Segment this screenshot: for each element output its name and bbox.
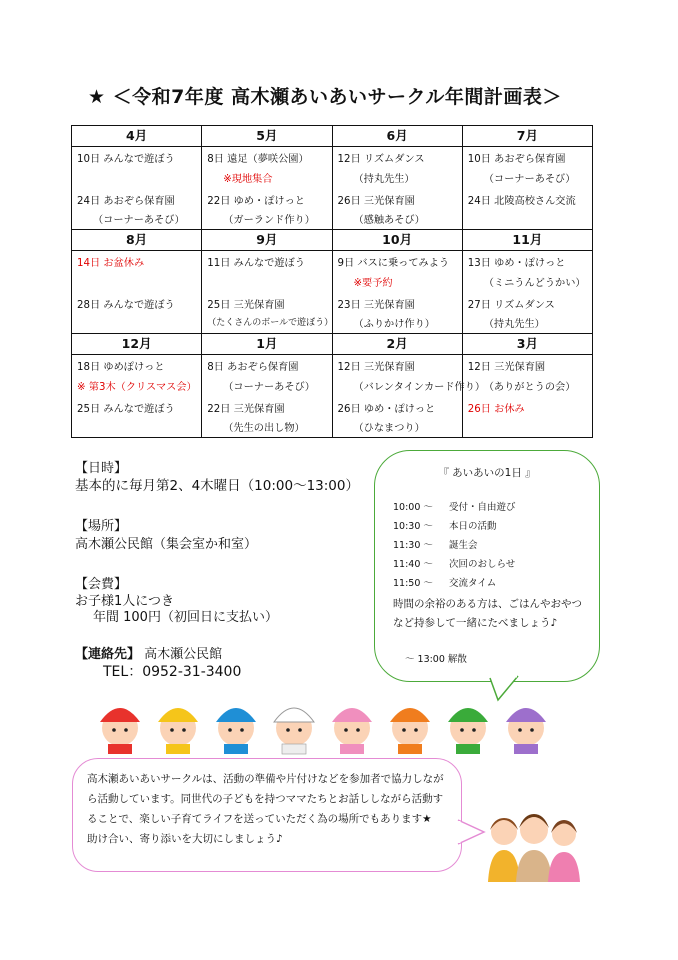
description-paragraph: [87, 769, 447, 849]
event-line: ※現地集合: [223, 174, 273, 185]
month-cell: [462, 251, 592, 334]
schedule-time: 10:30 ～: [393, 521, 433, 532]
month-header: 2月: [332, 334, 462, 355]
day-schedule-row: [393, 537, 478, 551]
event-line: （たくさんのボールで遊ぼう）: [207, 318, 334, 328]
schedule-time: 11:30 ～: [393, 540, 433, 551]
child-yellow-hat-icon: [158, 708, 198, 754]
event-line: 8日 遠足（夢咲公園）: [207, 154, 309, 165]
closing-text: 助け合い、寄り添いを大切にしましょう♪: [87, 833, 283, 845]
mothers-illustration: [486, 806, 582, 882]
event-line: 26日 三光保育園: [337, 196, 415, 207]
month-cell: [332, 355, 486, 438]
contact-tel: TEL：0952-31-3400: [103, 664, 242, 680]
child-blue-hat-icon: [216, 708, 256, 754]
child-white-hat-icon: [274, 708, 314, 754]
event-line: 27日 リズムダンス: [467, 300, 555, 311]
annual-schedule-table: [71, 125, 593, 438]
month-header: 7月: [462, 126, 592, 147]
schedule-activity: 受付・自由遊び: [449, 502, 516, 513]
event-line: 8日 あおぞら保育園: [207, 362, 299, 373]
event-line: （持丸先生）: [483, 319, 545, 330]
datetime-heading: 【日時】: [75, 461, 128, 476]
schedule-time: 10:00 ～: [393, 502, 433, 513]
day-schedule-row: [393, 575, 496, 589]
month-cell: [462, 147, 592, 230]
event-line: 26日 お休み: [467, 404, 525, 415]
month-cell: [332, 147, 462, 230]
child-red-hat-icon: [100, 708, 140, 754]
description-bubble: [72, 758, 462, 872]
event-line: 10日 みんなで遊ぼう: [77, 154, 175, 165]
contact-name: 高木瀬公民館: [144, 647, 223, 662]
event-line: 12日 三光保育園: [467, 362, 546, 373]
month-header: 10月: [332, 230, 462, 251]
child-purple-hat-icon: [506, 708, 546, 754]
month-cell: [202, 355, 332, 438]
event-line: ※ 第3木（クリスマス会）: [77, 382, 197, 393]
month-header: 6月: [332, 126, 462, 147]
event-line: 25日 三光保育園: [207, 300, 285, 311]
child-green-hat-icon: [448, 708, 488, 754]
month-header: 1月: [202, 334, 332, 355]
event-line: 24日 北陵高校さん交流: [467, 196, 576, 207]
contact-heading: 【連絡先】: [75, 647, 141, 662]
day-schedule-note: 時間の余裕のある方は、ごはんやおやつなど持参して一緒にたべましょう♪: [393, 598, 582, 629]
fee-text-2: 年間 100円（初回日に支払い）: [93, 610, 278, 625]
event-line: 28日 みんなで遊ぼう: [77, 300, 175, 311]
month-cell: [72, 251, 202, 334]
month-cell: [462, 355, 592, 438]
event-line: 13日 ゆめ・ぽけっと: [467, 258, 566, 269]
event-line: 22日 ゆめ・ぽけっと: [207, 196, 305, 207]
event-line: （コーナーあそび）: [483, 174, 576, 185]
event-line: 12日 リズムダンス: [337, 154, 425, 165]
event-line: （ミニうんどうかい）: [483, 278, 586, 289]
bubble-tail-icon-2: [456, 818, 486, 848]
event-line: 26日 ゆめ・ぽけっと: [337, 404, 436, 415]
event-line: 12日 三光保育園: [337, 362, 415, 373]
schedule-time: 11:50 ～: [393, 578, 433, 589]
mother-left-icon: [488, 818, 520, 882]
month-header: 3月: [462, 334, 592, 355]
day-schedule-row: [393, 518, 497, 532]
event-line: （持丸先生）: [353, 174, 415, 185]
datetime-text: 基本的に毎月第2、4木曜日（10:00～13:00）: [75, 478, 359, 494]
page-title: ★ ＜令和7年度 高木瀬あいあいサークル年間計画表＞: [88, 86, 562, 108]
event-line: 18日 ゆめぽけっと: [77, 362, 165, 373]
month-cell: [72, 355, 202, 438]
event-line: （バレンタインカード作り）: [353, 382, 486, 393]
month-header: 8月: [72, 230, 202, 251]
contact-row: [75, 646, 222, 663]
fee-text-1: お子様1人につき: [75, 594, 175, 609]
child-orange-hat-icon: [390, 708, 430, 754]
schedule-activity: 本日の活動: [449, 521, 497, 532]
event-line: 14日 お盆休み: [77, 258, 145, 269]
event-line: ※要予約: [353, 278, 393, 289]
schedule-time: 11:40 ～: [393, 559, 433, 570]
schedule-activity: 誕生会: [449, 540, 478, 551]
children-illustration: [94, 692, 574, 754]
event-line: （先生の出し物）: [223, 423, 305, 434]
event-line: （ひなまつり）: [353, 423, 425, 434]
month-header: 11月: [462, 230, 592, 251]
month-header: 4月: [72, 126, 202, 147]
event-line: （ふりかけ作り）: [353, 319, 435, 330]
day-schedule-row: [393, 499, 516, 513]
month-cell: [202, 251, 332, 334]
event-line: （ありがとうの会）: [483, 382, 576, 393]
event-line: 23日 三光保育園: [337, 300, 415, 311]
mother-right-icon: [548, 820, 580, 882]
mother-middle-icon: [516, 814, 552, 882]
month-header: 12月: [72, 334, 202, 355]
month-cell: [202, 147, 332, 230]
event-line: 25日 みんなで遊ぼう: [77, 404, 175, 415]
place-heading: 【場所】: [75, 519, 128, 534]
event-line: 10日 あおぞら保育園: [467, 154, 566, 165]
day-schedule-title: 『 あいあいの1日 』: [438, 467, 536, 479]
schedule-activity: 次回のおしらせ: [449, 559, 516, 570]
schedule-activity: 交流タイム: [449, 578, 497, 589]
event-line: 11日 みんなで遊ぼう: [207, 258, 305, 269]
month-header: 9月: [202, 230, 332, 251]
description-text: 高木瀬あいあいサークルは、活動の準備や片付けなどを参加者で協力しながら活動しています。同世代の子どもを持つママたちとお話ししながら活動することで、楽しい子育てライフを送っていただく為の場所でもあります★: [87, 773, 444, 825]
event-line: （コーナーあそび）: [93, 215, 185, 226]
month-cell: [72, 147, 202, 230]
month-cell: [332, 251, 462, 334]
child-pink-hat-icon: [332, 708, 372, 754]
place-text: 高木瀬公民館（集会室か和室）: [75, 537, 258, 552]
event-line: 24日 あおぞら保育園: [77, 196, 175, 207]
event-line: （ガーランド作り）: [223, 215, 315, 226]
day-schedule-end: ～ 13:00 解散: [405, 654, 467, 665]
day-schedule-bubble: [374, 450, 600, 682]
event-line: 22日 三光保育園: [207, 404, 285, 415]
event-line: （感触あそび）: [353, 215, 425, 226]
event-line: 9日 バスに乗ってみよう: [337, 258, 450, 269]
month-header: 5月: [202, 126, 332, 147]
fee-heading: 【会費】: [75, 577, 128, 592]
event-line: （コーナーあそび）: [223, 382, 315, 393]
day-schedule-row: [393, 556, 515, 570]
